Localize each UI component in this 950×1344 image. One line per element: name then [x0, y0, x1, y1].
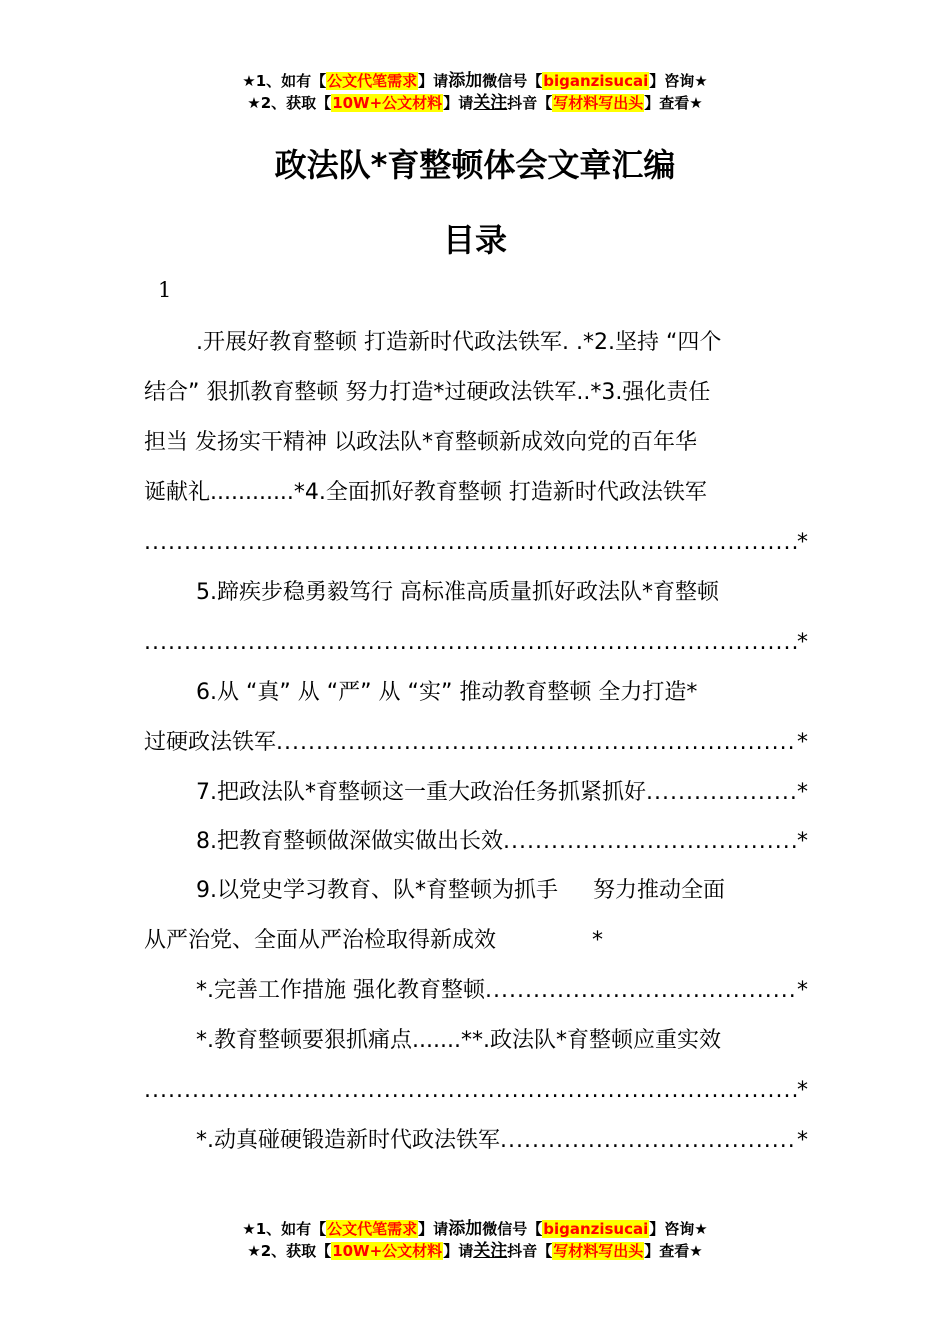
promo-text: ★1、如有【 [242, 1220, 327, 1238]
toc-line: 诞献礼............*4.全面抓好教育整顿 打造新时代政法铁军 [144, 480, 707, 505]
promo-text: 】咨询★ [649, 1220, 708, 1238]
toc-line: 6.从 “真” 从 “严” 从 “实” 推动教育整顿 全力打造* [196, 680, 698, 705]
promo-text: ★1、如有【 [242, 72, 327, 90]
leader-dots [500, 1116, 797, 1166]
promo-wechat-id: biganzisucai [543, 72, 649, 90]
toc-line: 5.蹄疾步稳勇毅笃行 高标准高质量抓好政法队*育整顿 [196, 580, 719, 605]
toc-page-ref: * [797, 829, 808, 854]
toc-entry-text: *.动真碰硬锻造新时代政法铁军 [196, 1128, 500, 1153]
toc-line: 结合” 狠抓教育整顿 努力打造*过硬政法铁军..*3.强化责任 [144, 380, 711, 405]
promo-highlight: 写材料写出头 [553, 94, 644, 112]
promo-text: 抖音【 [507, 1242, 553, 1260]
toc-page-ref: * [797, 978, 808, 1003]
toc-leader-line [144, 618, 808, 668]
promo-text: 】请 [443, 1242, 474, 1260]
toc-entry [144, 718, 808, 768]
toc-page-ref: * [797, 1078, 808, 1103]
leader-dots [144, 1066, 797, 1116]
promo-line-2 [0, 1240, 950, 1262]
leader-dots [144, 618, 797, 668]
toc-entry [144, 1116, 808, 1166]
promo-text: 】请 [418, 72, 449, 90]
promo-highlight: 10W+公文材料 [332, 1242, 443, 1260]
toc-page-ref: * [797, 730, 808, 755]
leader-dots [276, 718, 797, 768]
toc-entry-text: 8.把教育整顿做深做实做出长效 [196, 829, 503, 854]
toc-entry-text: *.完善工作措施 强化教育整顿 [196, 978, 485, 1003]
promo-text: 】咨询★ [649, 72, 708, 90]
toc-entry-text: 7.把政法队*育整顿这一重大政治任务抓紧抓好 [196, 780, 646, 805]
toc-entry [144, 966, 808, 1016]
toc-line: 9.以党史学习教育、队*育整顿为抓手 努力推动全面 [196, 878, 725, 903]
promo-emphasis: 关注 [473, 93, 508, 113]
toc-entry [144, 916, 808, 966]
promo-highlight: 写材料写出头 [553, 1242, 644, 1260]
leader-dots [485, 966, 797, 1016]
toc-page-ref: * [797, 530, 808, 555]
page-number: 1 [158, 278, 172, 302]
promo-text: 抖音【 [507, 94, 553, 112]
promo-text: 】查看★ [644, 94, 703, 112]
promo-wechat-id: biganzisucai [543, 1220, 649, 1238]
leader-dots [503, 818, 797, 866]
toc-page-ref: * [797, 630, 808, 655]
toc-line: *.教育整顿要狠抓痛点.......**.政法队*育整顿应重实效 [196, 1028, 721, 1053]
promo-highlight: 10W+公文材料 [332, 94, 443, 112]
toc-page-ref: * [592, 928, 604, 953]
promo-emphasis: 关注 [473, 1241, 508, 1261]
table-of-contents [144, 318, 808, 1166]
toc-entry-text: 从严治党、全面从严治检取得新成效 [144, 928, 497, 953]
toc-page-ref: * [797, 1128, 808, 1153]
leader-dots [144, 518, 797, 568]
toc-page-ref: * [797, 780, 808, 805]
promo-text: 微信号【 [482, 72, 543, 90]
promo-highlight: 公文代笔需求 [327, 72, 418, 90]
promo-text: 】请 [418, 1220, 449, 1238]
top-promo-banner [0, 70, 950, 114]
toc-leader-line [144, 518, 808, 568]
leader-dots [646, 768, 797, 818]
toc-entry-text: 过硬政法铁军 [144, 730, 277, 755]
promo-text: 】请 [443, 94, 474, 112]
toc-line: .开展好教育整顿 打造新时代政法铁军. .*2.坚持 “四个 [196, 330, 722, 355]
toc-leader-line [144, 1066, 808, 1116]
toc-entry [144, 768, 808, 818]
promo-emphasis: 添加 [448, 1219, 483, 1239]
toc-heading: 目录 [442, 221, 507, 259]
document-title: 政法队*育整顿体会文章汇编 [274, 146, 676, 184]
promo-text: ★2、获取【 [247, 1242, 332, 1260]
promo-line-1 [0, 70, 950, 92]
promo-emphasis: 添加 [448, 71, 483, 91]
promo-line-2 [0, 92, 950, 114]
promo-text: 】查看★ [644, 1242, 703, 1260]
toc-entry [144, 818, 808, 866]
bottom-promo-banner [0, 1218, 950, 1262]
toc-line: 担当 发扬实干精神 以政法队*育整顿新成效向党的百年华 [144, 430, 697, 455]
promo-line-1 [0, 1218, 950, 1240]
promo-text: 微信号【 [482, 1220, 543, 1238]
promo-text: ★2、获取【 [247, 94, 332, 112]
promo-highlight: 公文代笔需求 [327, 1220, 418, 1238]
